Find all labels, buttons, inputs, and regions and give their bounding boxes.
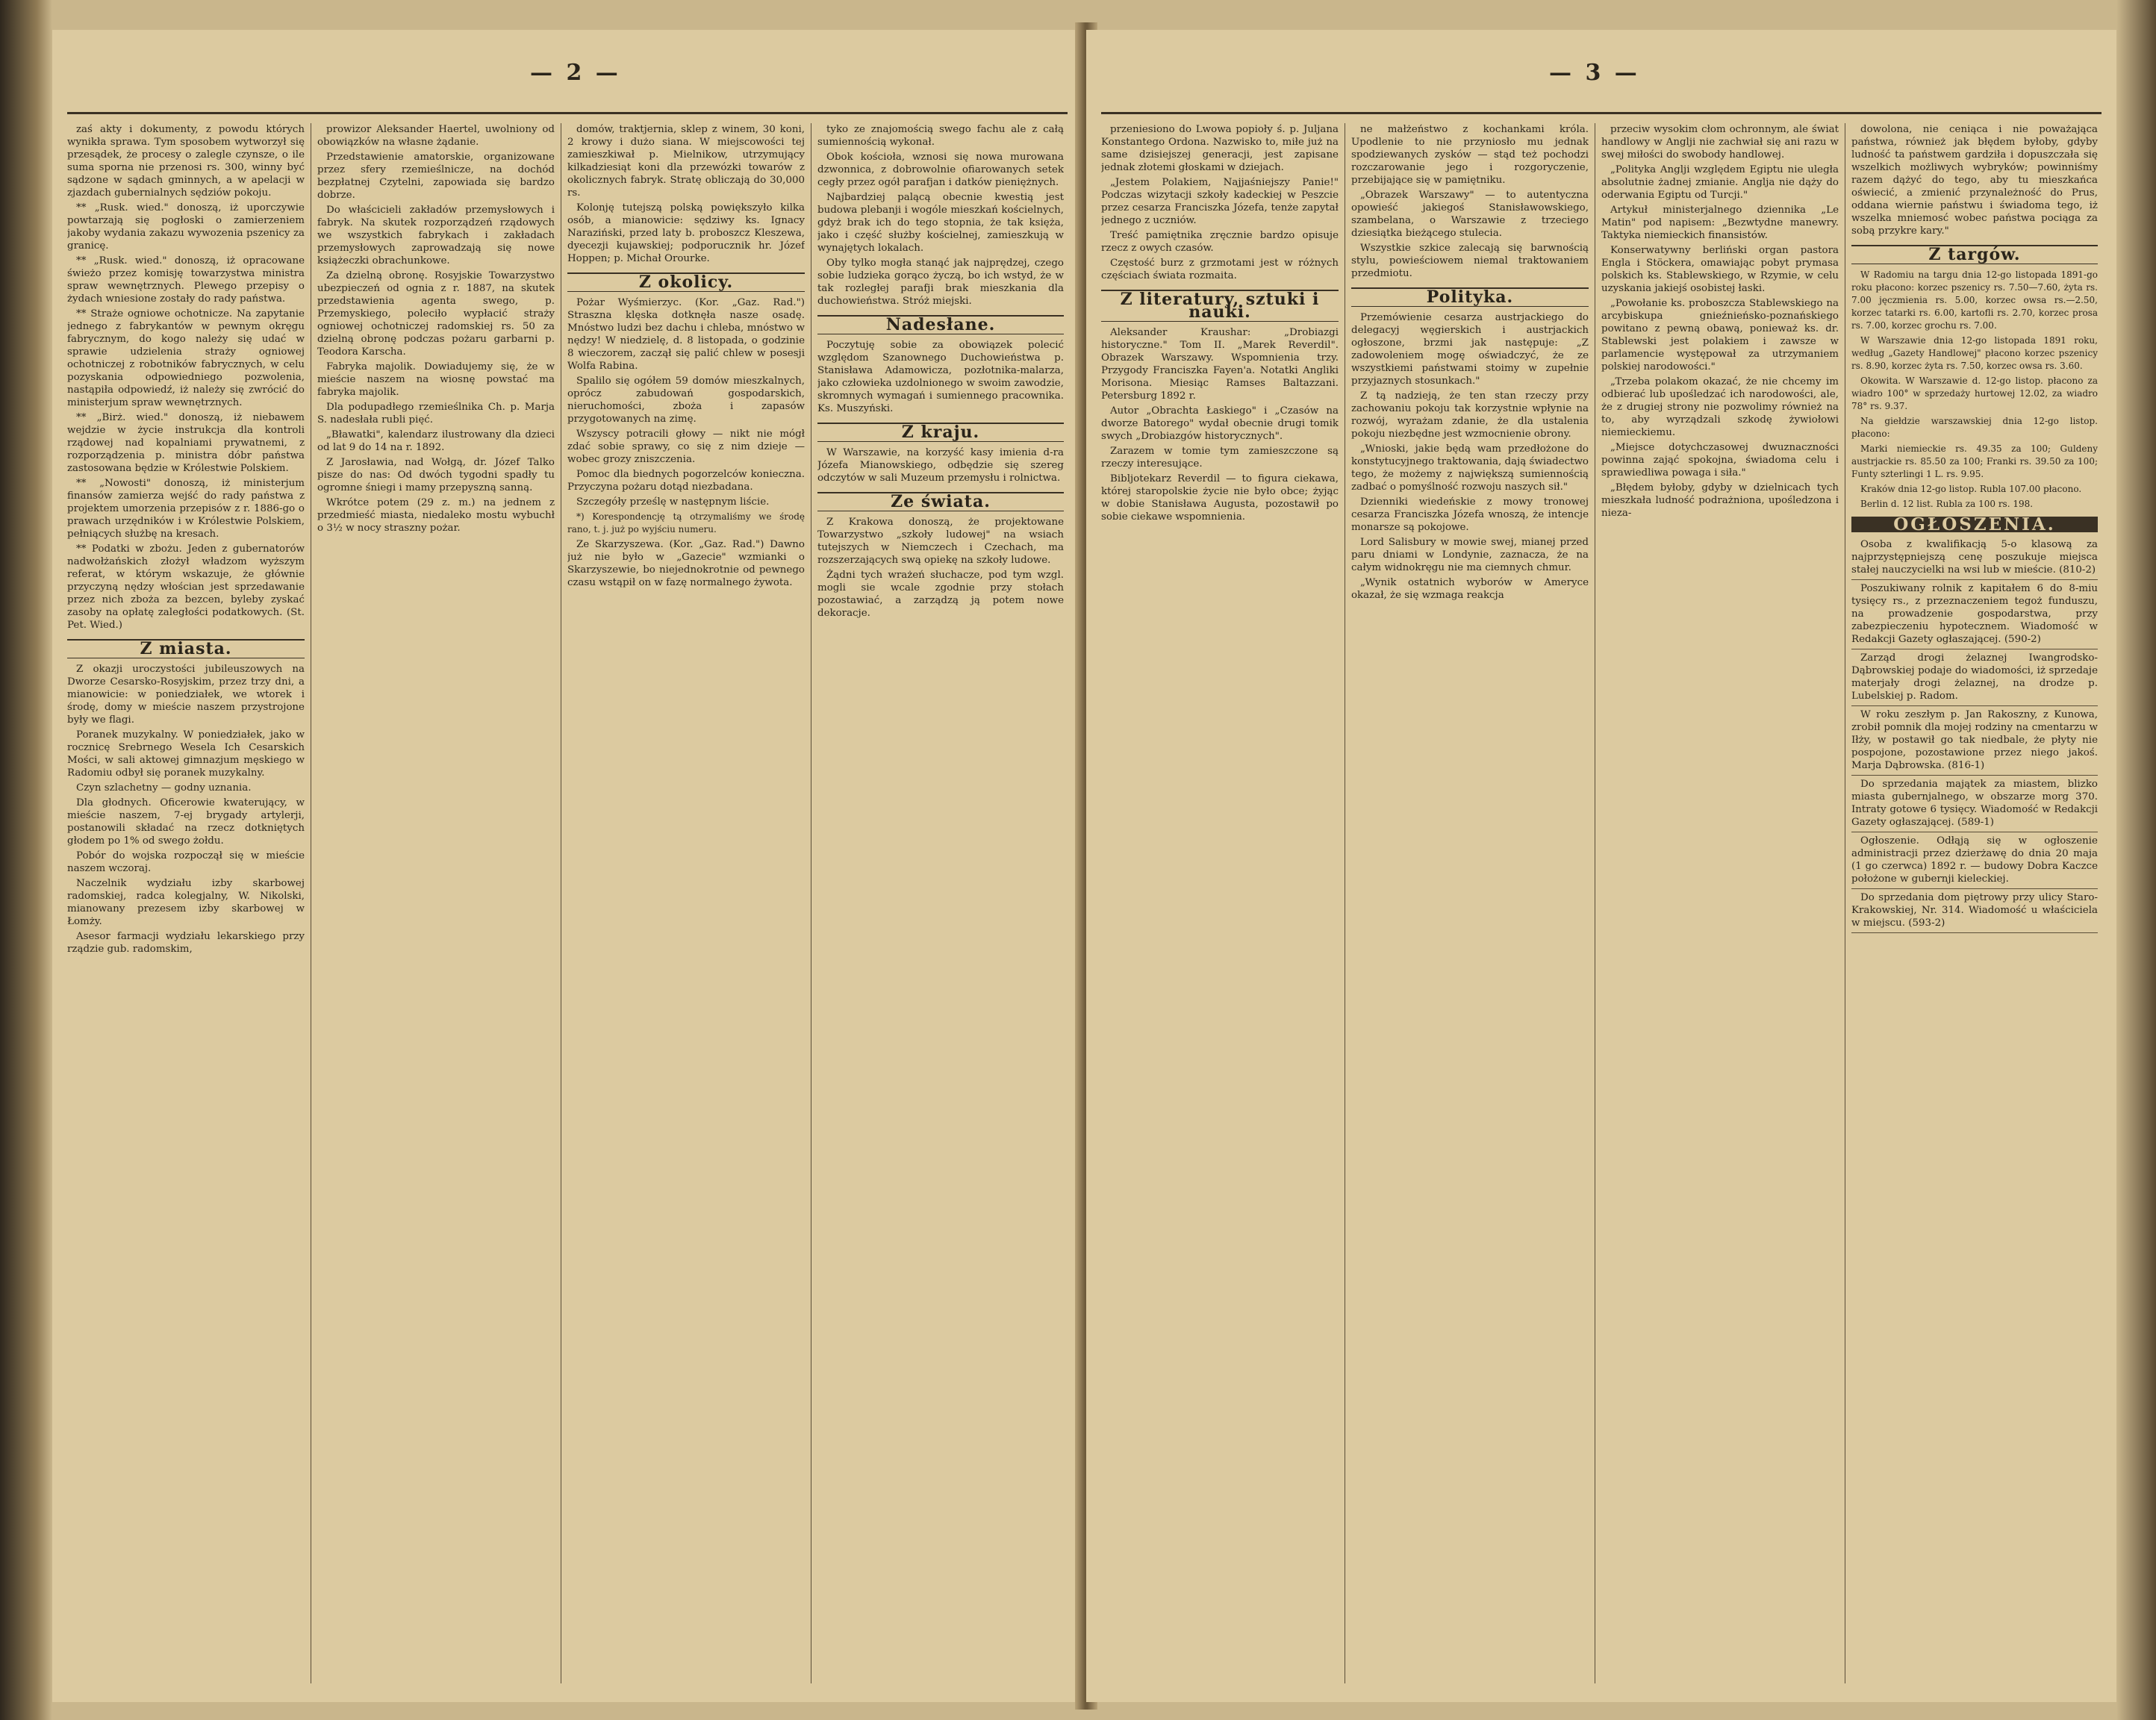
article-paragraph: Aleksander Kraushar: „Drobiazgi historyczne." Tom II. „Marek Reverdil". Obrazek Warszawy. Wspomnienia trzy. Przygody Franciszka Fayen'a. Notatki Angliki Morisona. Miesiąc Ramses Baltazzani. Petersburg 1892 r.: [1101, 327, 1339, 402]
article-paragraph: Z tą nadzieją, że ten stan rzeczy przy zachowaniu pokoju tak korzystnie wpłynie na rozwój, wyrażam zdanie, że dla ustalenia pokoju niezbędne jest wzmocnienie obrony.: [1351, 390, 1589, 440]
column-8: [1851, 123, 2098, 1683]
section-title-literatura: Z literatury, sztuki i nauki.: [1101, 290, 1339, 322]
article-paragraph: przeniesiono do Lwowa popioły ś. p. Juljana Konstantego Ordona. Nazwisko to, miłe już na same dzisiejszej generacji, jest zapisane jednak złotemi głoskami w dziejach.: [1101, 124, 1339, 173]
book-binding: [0, 0, 52, 1720]
article-paragraph: „Polityka Anglji względem Egiptu nie uległa absolutnie żadnej zmianie. Anglja nie dąży do oderwania Egiptu od Turcji.": [1601, 164, 1839, 201]
section-title-z-kraju: Z kraju.: [817, 423, 1064, 442]
article-paragraph: ** Podatki w zbożu. Jeden z gubernatorów nadwołżańskich złożył władzom wyższym referat, w którym wskazuje, że głównie przyczyną nędzy włościan jest sprzedawanie przez nich zboża za bezcen, byleby zyskać zasoby na opłatę zaległości podatkowych. (St. Pet. Wied.): [67, 543, 305, 631]
column-2: [317, 123, 555, 1683]
article-paragraph: Pożar Wyśmierzyc. (Kor. „Gaz. Rad.") Straszna klęska dotknęła nasze osadę. Mnóstwo ludzi bez dachu i chleba, mnóstwo w nędzy! W niedzielę, d. 8 listopada, o godzinie 8 wieczorem, zaczął się palić chlew w posesji Wolfa Rabina.: [567, 297, 805, 372]
classified-ad: Zarząd drogi żelaznej Iwangrodsko-Dąbrowskiej podaje do wiadomości, iż sprzedaje materjały drogi żelaznej, na drodze p. Lubelskiej p. Radom.: [1851, 652, 2098, 706]
article-paragraph: Autor „Obrachta Łaskiego" i „Czasów na dworze Batorego" wydał obecnie drugi tomik swych „Drobiazgów historycznych".: [1101, 405, 1339, 442]
article-paragraph: Czyn szlachetny — godny uznania.: [76, 782, 252, 794]
article-paragraph: Naczelnik wydziału izby skarbowej radomskiej, radca kolegjalny, W. Nikolski, mianowany prezesem izby skarbowej w Łomży.: [67, 878, 305, 927]
article-paragraph: ne małżeństwo z kochankami króla. Upodlenie to nie przyniosło mu jednak spodziewanych zysków — stąd też pochodzi rozczarowanie jego i rozgoryczenie, przebijające się w pamiętniku.: [1351, 124, 1589, 186]
article-paragraph: Dzienniki wiedeńskie z mowy tronowej cesarza Franciszka Józefa wnoszą, że intencje monarsze są pokojowe.: [1351, 496, 1589, 533]
article-paragraph: Artykuł ministerjalnego dziennika „Le Matin" pod napisem: „Bezwtydne manewry. Taktyka niemieckich finansistów.: [1601, 205, 1839, 241]
market-report: Marki niemieckie rs. 49.35 za 100; Guldeny austrjackie rs. 85.50 za 100; Franki rs. 39.50 za 100; Funty szterlingi 1 L. rs. 9.95.: [1851, 443, 2098, 479]
article-paragraph: „Wnioski, jakie będą wam przedłożone do konstytucyjnego traktowania, dają świadectwo tego, że możemy z największą sumiennością zadbać o pomyślność rozwoju naszych sił.": [1351, 443, 1589, 493]
section-title-ogloszenia: OGŁOSZENIA.: [1851, 517, 2098, 532]
page-edge: [2116, 0, 2156, 1720]
article-paragraph: „Wynik ostatnich wyborów w Ameryce okazał, że się wzmaga reakcja: [1351, 577, 1589, 601]
header-rule: [67, 112, 1068, 114]
classified-ad: Osoba z kwalifikacją 5-o klasową za najprzystępniejszą cenę poszukuje miejsca stałej nauczycielki na wsi lub w mieście. (810-2): [1851, 538, 2098, 580]
classified-ad: Do sprzedania dom piętrowy przy ulicy Staro-Krakowskiej, Nr. 314. Wiadomość u właściciela w miejscu. (593-2): [1851, 891, 2098, 933]
article-paragraph: Z Jarosławia, nad Wołgą, dr. Józef Talko pisze do nas: Od dwóch tygodni spadły tu ogromne śniegi i mamy przepyszną sanną.: [317, 457, 555, 493]
article-paragraph: ** „Rusk. wied." donoszą, iż opracowane świeżo przez komisję towarzystwa ministra spraw wewnętrznych. Plewego przepisy o żydach wniesione zostały do rady państwa.: [67, 255, 305, 305]
article-paragraph: „Obrazek Warszawy" — to autentyczna opowieść jakiegoś Stanisławowskiego, szambelana, o Warszawie z trzeciego dziesiątka bieżącego stulecia.: [1351, 190, 1589, 239]
article-paragraph: przeciw wysokim cłom ochronnym, ale świat handlowy w Anglji nie zachwiał się ani razu w swej miłości do swobody handlowej.: [1601, 124, 1839, 161]
article-paragraph: Treść pamiętnika zręcznie bardzo opisuje rzecz z owych czasów.: [1101, 230, 1339, 254]
column-6: [1351, 123, 1589, 1683]
article-paragraph: ** „Rusk. wied." donoszą, iż uporczywie powtarzają się pogłoski o zamierzeniem jakoby wydania zakazu wywozenia pszenicy za granicę.: [67, 202, 305, 252]
article-paragraph: Pobór do wojska rozpoczął się w mieście naszem wczoraj.: [67, 850, 305, 874]
article-paragraph: Poranek muzykalny. W poniedziałek, jako w rocznicę Srebrnego Wesela Ich Cesarskich Mości, w sali aktowej gimnazjum męskiego w Radomiu odbył się poranek muzykalny.: [67, 729, 305, 779]
section-title-z-miasta: Z miasta.: [67, 639, 305, 658]
article-paragraph: Konserwatywny berliński organ pastora Engla i Stöckera, omawiając pobyt prymasa polskich ks. Stablewskiego, w Rzymie, w celu uzyskania jakiejś osobistej łaski.: [1601, 245, 1839, 294]
article-paragraph: Dla podupadłego rzemieślnika Ch. p. Marja S. nadesłała rubli pięć.: [317, 402, 555, 426]
article-paragraph: Najbardziej palącą obecnie kwestią jest budowa plebanji i wogóle mieszkań kościelnych, gdyż brak ich do tego stopnia, że tak księża, jako i część służby kościelnej, zamieszkują w wynajętych lokalach.: [817, 192, 1064, 254]
article-paragraph: Wszystkie szkice zalecają się barwnością stylu, powieściowem niemal traktowaniem przedmiotu.: [1351, 243, 1589, 279]
article-paragraph: zaś akty i dokumenty, z powodu których wynikła sprawa. Tym sposobem wytworzył się przesądek, że procesy o zalegle czynsze, o ile suma sporna nie przenosi rs. 300, winny być sądzone w sądach gminnych, a w apelacji w zjazdach gubernialnych sędziów pokoju.: [67, 124, 305, 199]
article-paragraph: Wszyscy potracili głowy — nikt nie mógł zdać sobie sprawy, co się z nim dzieje — wobec grozy zniszczenia.: [567, 429, 805, 465]
article-paragraph: „Trzeba polakom okazać, że nie chcemy im odbierać lub upośledzać ich narodowości, ale, że z drugiej strony nie pozwolimy również na to, aby wyrządzali szkodę żywiołowi niemieckiemu.: [1601, 376, 1839, 438]
article-paragraph: tyko ze znajomością swego fachu ale z całą sumiennością wykonał.: [817, 124, 1064, 148]
article-paragraph: Przedstawienie amatorskie, organizowane przez sfery rzemieślnicze, na dochód bezpłatnej Czytelni, zapowiada się bardzo dobrze.: [317, 152, 555, 201]
article-paragraph: Oby tylko mogła stanąć jak najprędzej, czego sobie ludzieka gorąco życzą, bo ich wstyd, że w tak rozległej parafji brak mieszkania dla duchowieństwa. Stróż miejski.: [817, 258, 1064, 307]
article-paragraph: Żądni tych wrażeń słuchacze, pod tym wzgl. mogli sie wcale zgodnie przy stołach pozostawiać, a zarządzą ją potem nowe dekoracje.: [817, 570, 1064, 619]
article-paragraph: Fabryka majolik. Dowiadujemy się, że w mieście naszem na wiosnę powstać ma fabryka majolik.: [317, 361, 555, 398]
article-paragraph: „Powołanie ks. proboszcza Stablewskiego na arcybiskupa gnieźnieńsko-poznańskiego powitano z pewną obawą, ponieważ ks. dr. Stablewski jest polakiem i zawsze w parlamencie występował za utrzymaniem polskiej narodowości.": [1601, 298, 1839, 373]
article-paragraph: Dla głodnych. Oficerowie kwaterujący, w mieście naszem, 7-ej brygady artylerji, postanowili składać na rzecz dotkniętych głodem po 1% od swego żołdu.: [67, 797, 305, 847]
article-paragraph: Przemówienie cesarza austrjackiego do delegacyj węgierskich i austrjackich ogłoszone, brzmi jak następuje: „Z zadowoleniem mogę oświadczyć, że ze wszystkiemi państwami stoimy w zupełnie przyjaznych stosunkach.": [1351, 312, 1589, 387]
article-paragraph: dowolona, nie ceniąca i nie poważająca państwa, również jak błędem byłoby, gdyby ludność ta państwem gardziła i dopuszczała się wszelkich możliwych wybryków; powinniśmy razem dążyć do tego, aby tu mieszkańca oświecić, a zmienić przynależność do Prus, oddana wiernie państwu i świadoma tego, iż wszelka mniemosć wobec państwa pociąga za sobą przykre kary.": [1851, 124, 2098, 237]
article-paragraph: Asesor farmacji wydziału lekarskiego przy rządzie gub. radomskim,: [67, 931, 305, 955]
article-paragraph: Do właścicieli zakładów przemysłowych i fabryk. Na skutek rozporządzeń rządowych we wszystkich fabrykach i zakładach przemysłowych zaprowadzają się nowe książeczki obrachunkowe.: [317, 205, 555, 267]
article-paragraph: Szczegóły prześlę w następnym liście.: [576, 496, 770, 508]
article-paragraph: Spalilo się ogółem 59 domów mieszkalnych, oprócz zabudowań gospodarskich, nieruchomości, zboża i zapasów przygotowanych na zimę.: [567, 376, 805, 425]
article-paragraph: Za dzielną obronę. Rosyjskie Towarzystwo ubezpieczeń od ognia z r. 1887, na skutek przedstawienia agenta swego, p. Przemyskiego, poleciło wypłacić straży ogniowej ochotniczej radomskiej rs. 50 za dzielną obronę podczas pożaru garbarni p. Teodora Karscha.: [317, 270, 555, 358]
article-paragraph: ** „Nowosti" donoszą, iż ministerjum finansów zamierza wejść do rady państwa z projektem umorzenia przepisów z r. 1886-go o prawach urzędników i w Królestwie Polskiem, pełniących służbę na kresach.: [67, 478, 305, 540]
section-title-polityka: Polityka.: [1351, 287, 1589, 307]
page-right: [1086, 30, 2116, 1702]
classified-ad: Do sprzedania majątek za miastem, blizko miasta gubernjalnego, w obszarze morg 370. Intraty gotowe 6 tysięcy. Wiadomość w Redakcji Gazety ogłaszającej. (589-1): [1851, 778, 2098, 832]
article-paragraph: Z Krakowa donoszą, że projektowane Towarzystwo „szkoły ludowej" na wsiach tutejszych w Niemczech i Czechach, ma rozszerzających swą opiekę na szkoły ludowe.: [817, 517, 1064, 566]
article-paragraph: prowizor Aleksander Haertel, uwolniony od obowiązków na własne żądanie.: [317, 124, 555, 148]
market-report: Na giełdzie warszawskiej dnia 12-go listop. płacono:: [1851, 416, 2098, 439]
article-paragraph: Poczytuję sobie za obowiązek polecić względom Szanownego Duchowieństwa p. Stanisława Adamowicza, pozłotnika-malarza, jako człowieka uzdolnionego w swoim zawodzie, skromnych wymagań i sumiennego pracownika. Ks. Muszyński.: [817, 340, 1064, 414]
column-4: [817, 123, 1064, 1683]
page-number-right: — 3 —: [1549, 60, 1640, 86]
section-title-z-okolicy: Z okolicy.: [567, 272, 805, 292]
column-1: [67, 123, 305, 1683]
article-paragraph: Ze Skarzyszewa. (Kor. „Gaz. Rad.") Dawno już nie było w „Gazecie" wzmianki o Skarzyszewie, bo niejednokrotnie od pewnego czasu wstąpił on w fazę normalnego żywota.: [567, 539, 805, 588]
column-5: [1101, 123, 1339, 1683]
article-paragraph: Lord Salisbury w mowie swej, mianej przed paru dniami w Londynie, zaznacza, że na całym widnokręgu nie ma ciemnych chmur.: [1351, 537, 1589, 573]
market-report: Kraków dnia 12-go listop. Rubla 107.00 płacono.: [1860, 484, 2082, 494]
article-paragraph: Kolonję tutejszą polską powiększyło kilka osób, a mianowicie: sędziwy ks. Ignacy Naraziński, przed laty b. proboszcz Kleszewa, dyecezji kujawskiej; podporucznik hr. Józef Hoppen; p. Michał Orourke.: [567, 202, 805, 264]
classified-ad: Poszukiwany rolnik z kapitałem 6 do 8-miu tysięcy rs., z przeznaczeniem tegoż funduszu, na prowadzenie gospodarstwa, przy zabezpieczeniu hypotecznem. Wiadomość w Redakcji Gazety ogłaszającej. (590-2): [1851, 582, 2098, 649]
section-title-ze-swiata: Ze świata.: [817, 492, 1064, 511]
article-paragraph: ** „Birż. wied." donoszą, iż niebawem wejdzie w życie instrukcja dla kontroli rządowej nad kopalniami prywatnemi, z rozporządzenia p. ministra dóbr państwa zastosowana będzie w Królestwie Polskiem.: [67, 412, 305, 474]
article-paragraph: „Jestem Polakiem, Najjaśniejszy Panie!" Podczas wizytacji szkoły kadeckiej w Peszcie przez cesarza Franciszka Józefa, tenże zapytał jednego z uczniów.: [1101, 177, 1339, 226]
market-report: W Warszawie dnia 12-go listopada 1891 roku, według „Gazety Handlowej" płacono korzec pszenicy rs. 8.90, korzec żyta rs. 7.50, korzec owsa rs. 3.60.: [1851, 335, 2098, 371]
article-paragraph: Zarazem w tomie tym zamieszczone są rzeczy interesujące.: [1101, 446, 1339, 470]
article-paragraph: Obok kościoła, wznosi się nowa murowana dzwonnica, z dobrowolnie ofiarowanych setek cegły przez ogół parafjan i datków pieniężnych.: [817, 152, 1064, 188]
classified-ad: W roku zeszłym p. Jan Rakoszny, z Kunowa, zrobił pomnik dla mojej rodziny na cmentarzu w Iłży, w postawił go tak niedbale, że płyty nie pospojone, pozostawione przez niego jakoś. Marja Dąbrowska. (816-1): [1851, 708, 2098, 776]
footnote: *) Korespondencję tą otrzymaliśmy we środę rano, t. j. już po wyjściu numeru.: [567, 511, 805, 535]
article-paragraph: domów, traktjernia, sklep z winem, 30 koni, 2 krowy i dużo siana. W miejscowości tej zamieszkiwał p. Mielnikow, utrzymujący kilkadziesiąt koni dla przewózki towarów z okolicznych fabryk. Stratę obliczają do 30,000 rs.: [567, 124, 805, 199]
article-paragraph: Częstość burz z grzmotami jest w różnych częściach świata rozmaita.: [1101, 258, 1339, 281]
page-number-left: — 2 —: [530, 60, 621, 86]
article-paragraph: Wkrótce potem (29 z. m.) na jednem z przedmieść miasta, niedaleko mostu wybuchł o 3½ w nocy straszny pożar.: [317, 497, 555, 534]
market-report: Okowita. W Warszawie d. 12-go listop. płacono za wiadro 100° w sprzedaży hurtowej 12.02, za wiadro 78° rs. 9.37.: [1851, 376, 2098, 411]
header-rule: [1101, 112, 2102, 114]
page-left: [52, 30, 1082, 1702]
column-3: [567, 123, 805, 1683]
market-report: Berlin d. 12 list. Rubla za 100 rs. 198.: [1860, 499, 2034, 509]
article-paragraph: „Błędem byłoby, gdyby w dzielnicach tych mieszkała ludność podrażniona, upośledzona i nieza-: [1601, 482, 1839, 519]
classified-ad: Ogłoszenie. Odłąją się w ogłoszenie administracji przez dzierżawę do dnia 20 maja (1 go czerwca) 1892 r. — budowy Dobra Kaczce położone w gubernji kieleckiej.: [1851, 835, 2098, 889]
article-paragraph: Z okazji uroczystości jubileuszowych na Dworze Cesarsko-Rosyjskim, przez trzy dni, a mianowicie: w poniedziałek, we wtorek i środę, domy w mieście naszem przystrojone były we flagi.: [67, 664, 305, 726]
article-paragraph: ** Straże ogniowe ochotnicze. Na zapytanie jednego z fabrykantów w pewnym okręgu fabrycznym, do kogo należy się udać w sprawie udzielenia straży ogniowej ochotniczej z robotników fabrycznych, w celu pozyskania odpowiedniego pozwolenia, nastąpiła odpowiedź, iż należy się zwrócić do ministerjum spraw wewnętrznych.: [67, 308, 305, 408]
article-paragraph: Bibljotekarz Reverdil — to figura ciekawa, której staropolskie życie nie było obce; żyjąc w dobie Stanisława Augusta, pozostawił po sobie ciekawe wspomnienia.: [1101, 473, 1339, 523]
market-report: W Radomiu na targu dnia 12-go listopada 1891-go roku płacono: korzec pszenicy rs. 7.50—7.60, żyta rs. 7.00 jęczmienia rs. 5.00, korzec owsa rs.—2.50, korzec tatarki rs. 6.00, kartofli rs. 2.70, korzec prosa rs. 7.00, korzec grochu rs. 7.00.: [1851, 269, 2098, 331]
article-paragraph: W Warszawie, na korzyść kasy imienia d-ra Józefa Mianowskiego, odbędzie się szereg odczytów w sali Muzeum przemysłu i rolnictwa.: [817, 447, 1064, 484]
section-title-z-targow: Z targów.: [1851, 245, 2098, 264]
article-paragraph: „Bławatki", kalendarz ilustrowany dla dzieci od lat 9 do 14 na r. 1892.: [317, 429, 555, 453]
section-title-nadeslane: Nadesłane.: [817, 315, 1064, 334]
article-paragraph: „Miejsce dotychczasowej dwuznaczności powinna zająć spokojna, świadoma celu i sprawiedliwa powaga i siła.": [1601, 442, 1839, 479]
column-7: [1601, 123, 1839, 1683]
article-paragraph: Pomoc dla biednych pogorzelców konieczna. Przyczyna pożaru dotąd niezbadana.: [567, 469, 805, 493]
